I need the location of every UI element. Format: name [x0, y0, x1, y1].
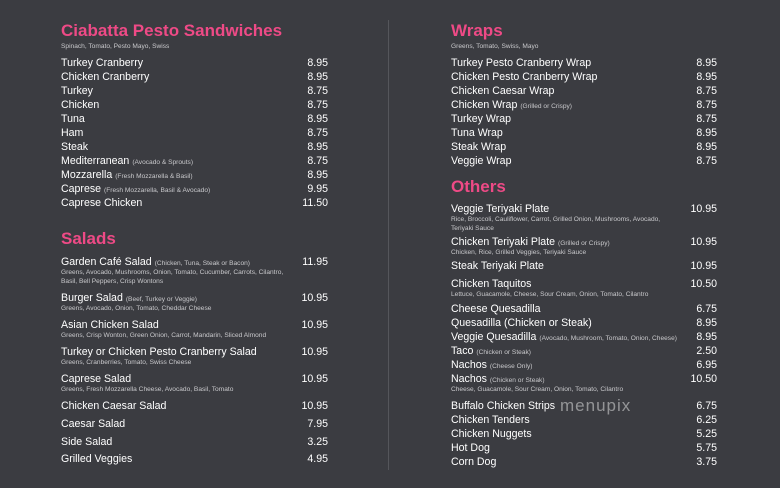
menu-item: Turkey or Chicken Pesto Cranberry Salad 10.95 Greens, Cranberries, Tomato, Swiss Cheese — [61, 346, 328, 366]
menu-item: Chicken Caesar Salad 10.95 — [61, 400, 328, 412]
menu-item: Tuna Wrap 8.95 — [451, 127, 717, 139]
menu-item: Asian Chicken Salad 10.95 Greens, Crisp Wonton, Green Onion, Carrot, Mandarin, Sliced Almond — [61, 319, 328, 339]
menu-item: Mozzarella (Fresh Mozzarella & Basil) 8.95 — [61, 169, 328, 181]
menu-item: Turkey Cranberry 8.95 — [61, 57, 328, 69]
menu-item: Burger Salad (Beef, Turkey or Veggie) 10.95 Greens, Avocado, Onion, Tomato, Cheddar Cheese — [61, 292, 328, 312]
section-subtitle-wraps: Greens, Tomato, Swiss, Mayo — [451, 43, 539, 50]
menu-item: Steak Teriyaki Plate 10.95 — [451, 260, 717, 272]
menu-item: Hot Dog 5.75 — [451, 442, 717, 454]
menu-item: Turkey Pesto Cranberry Wrap 8.95 — [451, 57, 717, 69]
menu-item: Chicken Caesar Wrap 8.75 — [451, 85, 717, 97]
section-title-others: Others — [451, 177, 506, 196]
menu-item: Chicken Pesto Cranberry Wrap 8.95 — [451, 71, 717, 83]
menu-item: Nachos (Chicken or Steak) 10.50 Cheese, Guacamole, Sour Cream, Onion, Tomato, Cilantro — [451, 373, 717, 393]
menu-item: Chicken Nuggets 5.25 — [451, 428, 717, 440]
menu-item: Veggie Teriyaki Plate 10.95 Rice, Broccoli, Cauliflower, Carrot, Grilled Onion, Mushrooms, Avocado, Teriyaki Sauce — [451, 203, 717, 232]
menu-item: Ham 8.75 — [61, 127, 328, 139]
menu-item: Chicken Cranberry 8.95 — [61, 71, 328, 83]
menu-item: Chicken Taquitos 10.50 Lettuce, Guacamole, Cheese, Sour Cream, Onion, Tomato, Cilantro — [451, 278, 717, 298]
menu-item: Caprese (Fresh Mozzarella, Basil & Avocado) 9.95 — [61, 183, 328, 195]
menu-item: Grilled Veggies 4.95 — [61, 453, 328, 465]
menu-item: Taco (Chicken or Steak) 2.50 — [451, 345, 717, 357]
section-title-salads: Salads — [61, 229, 116, 248]
section-title-wraps: Wraps — [451, 21, 503, 40]
menu-item: Steak Wrap 8.95 — [451, 141, 717, 153]
menu-item: Veggie Quesadilla (Avocado, Mushroom, Tomato, Onion, Cheese) 8.95 — [451, 331, 717, 343]
menu-item: Side Salad 3.25 — [61, 436, 328, 448]
section-subtitle-sandwiches: Spinach, Tomato, Pesto Mayo, Swiss — [61, 43, 170, 50]
menu-item: Tuna 8.95 — [61, 113, 328, 125]
menu-item: Turkey 8.75 — [61, 85, 328, 97]
menu-item: Corn Dog 3.75 — [451, 456, 717, 468]
menu-item: Steak 8.95 — [61, 141, 328, 153]
menu-item: Cheese Quesadilla 6.75 — [451, 303, 717, 315]
column-divider — [388, 20, 389, 470]
menupix-watermark: menupix — [560, 396, 632, 415]
section-title-sandwiches: Ciabatta Pesto Sandwiches — [61, 21, 283, 40]
menu-item: Chicken 8.75 — [61, 99, 328, 111]
menu-item: Caprese Salad 10.95 Greens, Fresh Mozzarella Cheese, Avocado, Basil, Tomato — [61, 373, 328, 393]
menu-item: Chicken Teriyaki Plate (Grilled or Crispy) 10.95 Chicken, Rice, Grilled Veggies, Teriyaki Sauce — [451, 236, 717, 256]
menu-item: Chicken Wrap (Grilled or Crispy) 8.75 — [451, 99, 717, 111]
menu-item: Chicken Tenders 6.25 — [451, 414, 717, 426]
menu-item: Nachos (Cheese Only) 6.95 — [451, 359, 717, 371]
menu-item: Garden Café Salad (Chicken, Tuna, Steak or Bacon) 11.95 Greens, Avocado, Mushrooms, Onion, Tomato, Cucumber, Carrots, Cilantro, Basil, Bell Peppers, Crisp Wontons — [61, 256, 328, 285]
menu-item: Caprese Chicken 11.50 — [61, 197, 328, 209]
menu-item: Turkey Wrap 8.75 — [451, 113, 717, 125]
menu-item: Quesadilla (Chicken or Steak) 8.95 — [451, 317, 717, 329]
menu-item: Veggie Wrap 8.75 — [451, 155, 717, 167]
menu-item: Caesar Salad 7.95 — [61, 418, 328, 430]
menu-item: Buffalo Chicken Strips 6.75 — [451, 400, 717, 412]
menu-item: Mediterranean (Avocado & Sprouts) 8.75 — [61, 155, 328, 167]
